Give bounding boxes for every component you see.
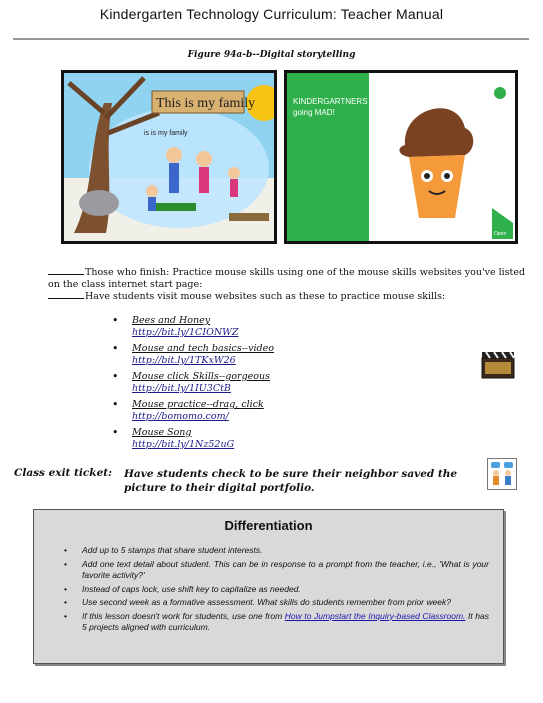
list-item	[110, 343, 274, 367]
task-blank-1	[48, 265, 84, 275]
task-blank-2	[48, 289, 84, 299]
storytelling-slide-illustration	[287, 73, 515, 241]
page-header: Kindergarten Technology Curriculum: Teacher Manual	[99, 6, 444, 22]
family-subtext: is is my family	[144, 130, 188, 137]
item-text-before: If this lesson doesn't work for students, use one from	[82, 610, 285, 621]
family-drawing-illustration	[64, 73, 274, 241]
slide-heading: KINDERGARTNERS	[293, 97, 368, 106]
task-text-2: Have students visit mouse websites such as these to practice mouse skills:	[85, 291, 446, 302]
list-item	[82, 611, 489, 634]
banner-text: This is my family	[156, 96, 256, 111]
list-item	[110, 399, 274, 423]
link-title[interactable]: • Mouse and tech basics--video	[132, 343, 274, 354]
link-title[interactable]: • Mouse practice--drag, click	[132, 399, 264, 410]
slide-subheading: going MAD!	[293, 108, 335, 117]
exit-ticket-text: Have students check to be sure their neighbor saved the picture to their digital portfolio.	[124, 468, 458, 494]
link-title[interactable]: • Mouse click Skills--gorgeous	[132, 371, 271, 382]
differentiation-title: Differentiation	[224, 518, 313, 533]
partner-students-icon	[487, 458, 517, 490]
link-title[interactable]: • Bees and Honey	[132, 315, 211, 326]
link-url[interactable]: http://bit.ly/1TKxW26	[132, 355, 236, 366]
header-rule	[13, 38, 529, 40]
task-line-2	[48, 289, 526, 303]
family-drawing-figure	[61, 70, 277, 244]
storytelling-slide-figure	[284, 70, 518, 244]
inquiry-classroom-link[interactable]: How to Jumpstart the Inquiry-based Classroom.	[284, 610, 466, 621]
task-text-1: Those who finish: Practice mouse skills using one of the mouse skills websites you've listed on the class internet start page:	[48, 267, 526, 290]
list-item	[110, 315, 274, 339]
link-url[interactable]: http://bit.ly/1IU3CtB	[132, 383, 231, 394]
differentiation-box	[33, 509, 504, 664]
list-item: • Use second week as a formative assessment. What skills do students remember from prior week?	[82, 597, 489, 609]
list-item: • Add one text detail about student. This can be in response to a prompt from the teacher, i.e., 'What is your favorite activity?'	[82, 559, 489, 582]
list-item: • Add up to 5 stamps that share student interests.	[82, 545, 489, 557]
mouse-skill-links	[110, 315, 274, 455]
exit-ticket-label: Class exit ticket:	[14, 467, 112, 479]
list-item	[110, 371, 274, 395]
figure-caption: Figure 94a-b--Digital storytelling	[187, 50, 356, 60]
link-url[interactable]: http://bit.ly/1CIONWZ	[132, 327, 239, 338]
video-clapperboard-icon	[481, 350, 515, 379]
item-text-after: It has 5 projects aligned with curriculum.	[82, 610, 490, 632]
list-item: • Instead of caps lock, use shift key to capitalize as needed.	[82, 584, 489, 596]
task-line-1	[48, 265, 526, 291]
link-url[interactable]: http://bomomo.com/	[132, 411, 229, 422]
slide-corner-text: Open	[494, 231, 507, 237]
differentiation-list	[34, 545, 489, 636]
link-title[interactable]: • Mouse Song	[132, 427, 192, 438]
list-item	[110, 427, 274, 451]
link-url[interactable]: http://bit.ly/1Nz52uG	[132, 439, 235, 450]
